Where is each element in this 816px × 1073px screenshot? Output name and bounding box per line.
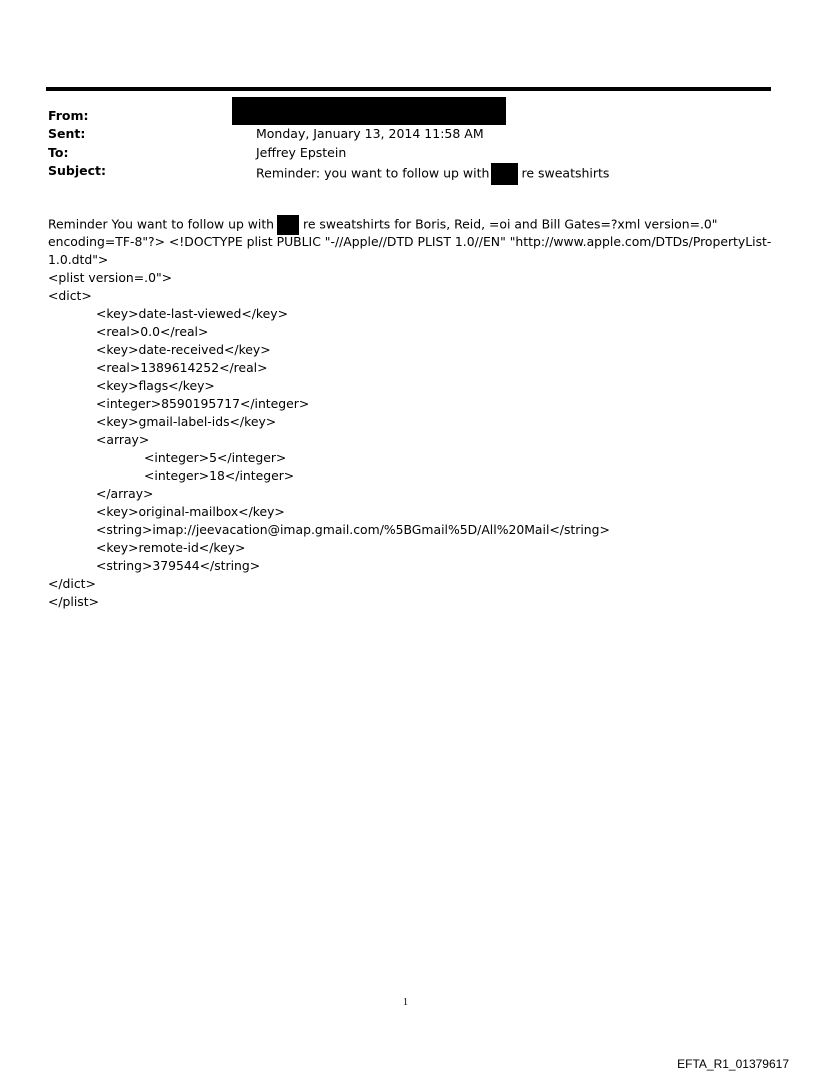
body-line: <array> [96,432,150,447]
subject-value [256,163,609,185]
subject-redaction [491,163,518,185]
body-line: <integer>5</integer> [144,450,287,465]
body-line: <key>date-received</key> [96,342,271,357]
body-text-pre: Reminder You want to follow up with [48,216,275,232]
body-line: <real>0.0</real> [96,324,209,339]
body-line: encoding=TF-8"?> <!DOCTYPE plist PUBLIC "-//Apple//DTD PLIST 1.0//EN" "http://www.apple.com/DTDs/PropertyList- [48,234,772,249]
body-line: <key>flags</key> [96,378,215,393]
subject-text-pre: Reminder: you want to follow up with [256,165,490,181]
body-line: <key>gmail-label-ids</key> [96,414,277,429]
subject-label: Subject: [48,163,106,178]
from-redaction [232,97,506,125]
body-line: </plist> [48,594,100,609]
body-redaction [277,215,299,235]
body-line: 1.0.dtd"> [48,252,109,267]
header-rule [46,87,771,91]
subject-text-post: re sweatshirts [521,165,610,181]
to-label: To: [48,145,69,160]
body-text-post: re sweatshirts for Boris, Reid, =oi and Bill Gates=?xml version=.0" [303,216,718,232]
body-line: <string>379544</string> [96,558,261,573]
body-line: <integer>8590195717</integer> [96,396,310,411]
sent-label: Sent: [48,126,86,141]
email-body [48,215,778,611]
bates-number: EFTA_R1_01379617 [677,1057,789,1071]
sent-value: Monday, January 13, 2014 11:58 AM [256,126,484,141]
body-line [48,215,778,233]
body-line: <real>1389614252</real> [96,360,268,375]
body-line: <key>original-mailbox</key> [96,504,285,519]
from-label: From: [48,108,89,123]
body-line: <integer>18</integer> [144,468,295,483]
body-line: <plist version=.0"> [48,270,173,285]
body-line: </array> [96,486,154,501]
body-line: <key>date-last-viewed</key> [96,306,288,321]
to-value: Jeffrey Epstein [256,145,347,160]
body-line: <key>remote-id</key> [96,540,246,555]
body-line: <dict> [48,288,92,303]
page-number: 1 [403,997,408,1008]
body-line: </dict> [48,576,96,591]
body-line: <string>imap://jeevacation@imap.gmail.com/%5BGmail%5D/All%20Mail</string> [96,522,610,537]
